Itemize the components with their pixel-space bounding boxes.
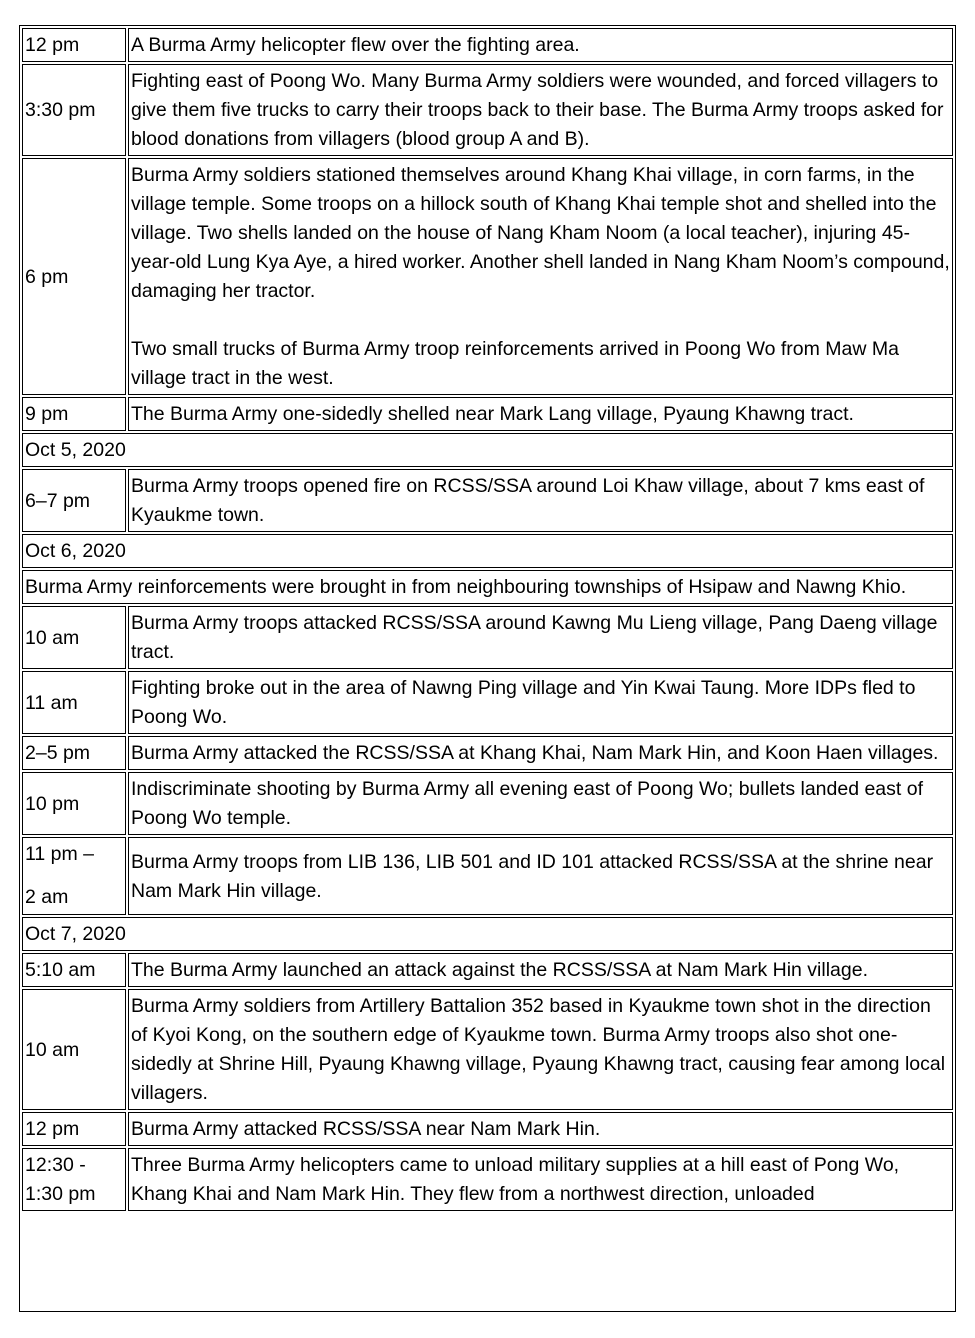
time-cell: 6–7 pm — [22, 469, 126, 532]
table-row — [22, 606, 953, 669]
table-row — [22, 953, 953, 987]
table-row — [22, 158, 953, 395]
event-paragraph: Burma Army attacked RCSS/SSA near Nam Mark Hin. — [131, 1118, 601, 1140]
timeline-body — [22, 28, 953, 1211]
event-description — [128, 736, 953, 770]
table-row — [22, 989, 953, 1110]
time-cell: 9 pm — [22, 397, 126, 431]
timeline-document — [19, 25, 956, 1312]
date-header: Oct 7, 2020 — [22, 917, 953, 951]
event-description — [128, 837, 953, 915]
date-header-row — [22, 534, 953, 568]
event-description — [128, 64, 953, 156]
time-cell: 2–5 pm — [22, 736, 126, 770]
time-cell: 10 am — [22, 606, 126, 669]
event-paragraph: Fighting broke out in the area of Nawng Ping village and Yin Kwai Taung. More IDPs fled to Poong Wo. — [131, 677, 916, 728]
event-paragraph: Burma Army troops opened fire on RCSS/SSA around Loi Khaw village, about 7 kms east of Kyaukme town. — [131, 475, 925, 526]
time-cell: 5:10 am — [22, 953, 126, 987]
time-cell: 10 pm — [22, 772, 126, 835]
time-cell: 12 pm — [22, 1112, 126, 1146]
event-description — [128, 397, 953, 431]
table-row — [22, 772, 953, 835]
event-description — [128, 953, 953, 987]
event-paragraph: Burma Army soldiers from Artillery Battalion 352 based in Kyaukme town shot in the direction of Kyoi Kong, on the southern edge of Kyaukme town. Burma Army troops also shot one-sidedly at Shrine Hill, Pyaung Khawng village, Pyaung Khawng tract, causing fear among local villagers. — [131, 995, 946, 1104]
event-paragraph: Indiscriminate shooting by Burma Army all evening east of Poong Wo; bullets landed east of Poong Wo temple. — [131, 778, 923, 829]
event-description — [128, 469, 953, 532]
event-paragraph: Fighting east of Poong Wo. Many Burma Army soldiers were wounded, and forced villagers to give them five trucks to carry their troops back to their base. The Burma Army troops asked for blood donations from villagers (blood group A and B). — [131, 70, 944, 150]
event-paragraph: The Burma Army one-sidedly shelled near Mark Lang village, Pyaung Khawng tract. — [131, 403, 854, 425]
event-description — [128, 606, 953, 669]
table-row — [22, 671, 953, 734]
table-row — [22, 64, 953, 156]
table-row — [22, 28, 953, 62]
time-start: 11 pm – — [25, 843, 95, 865]
table-row — [22, 397, 953, 431]
event-description — [128, 671, 953, 734]
event-paragraph: The Burma Army launched an attack against the RCSS/SSA at Nam Mark Hin village. — [131, 959, 869, 981]
event-description — [128, 989, 953, 1110]
event-description — [128, 158, 953, 395]
table-row — [22, 837, 953, 915]
time-cell: 3:30 pm — [22, 64, 126, 156]
event-paragraph: A Burma Army helicopter flew over the fighting area. — [131, 34, 580, 56]
date-header: Oct 6, 2020 — [22, 534, 953, 568]
date-header-row — [22, 433, 953, 467]
time-cell: 12 pm — [22, 28, 126, 62]
time-cell: 12:30 - 1:30 pm — [22, 1148, 126, 1211]
event-description — [128, 1112, 953, 1146]
event-paragraph: Three Burma Army helicopters came to unload military supplies at a hill east of Pong Wo, Khang Khai and Nam Mark Hin. They flew from a northwest direction, unloaded — [131, 1154, 900, 1205]
event-description — [128, 772, 953, 835]
note-row — [22, 570, 953, 604]
note-text: Burma Army reinforcements were brought in from neighbouring townships of Hsipaw and Nawng Khio. — [22, 570, 953, 604]
time-cell: 10 am — [22, 989, 126, 1110]
event-paragraph: Burma Army attacked the RCSS/SSA at Khang Khai, Nam Mark Hin, and Koon Haen villages. — [131, 742, 939, 764]
table-row — [22, 1148, 953, 1211]
time-cell — [22, 837, 126, 915]
timeline-table — [20, 26, 955, 1213]
date-header: Oct 5, 2020 — [22, 433, 953, 467]
event-description — [128, 28, 953, 62]
date-header-row — [22, 917, 953, 951]
table-row — [22, 469, 953, 532]
event-paragraph: Burma Army troops from LIB 136, LIB 501 and ID 101 attacked RCSS/SSA at the shrine near Nam Mark Hin village. — [131, 850, 934, 902]
event-paragraph: Burma Army soldiers stationed themselves around Khang Khai village, in corn farms, in the village temple. Some troops on a hillock south of Khang Khai temple shot and shelled into the village. Two shells landed on the house of Nang Kham Noom (a local teacher), injuring 45-year-old Lung Kya Aye, a hired worker. Another shell landed in Nang Kham Noom’s compound, damaging her tractor. — [131, 164, 950, 302]
time-end: 2 am — [25, 886, 69, 908]
time-cell: 6 pm — [22, 158, 126, 395]
time-cell: 11 am — [22, 671, 126, 734]
table-row — [22, 736, 953, 770]
table-row — [22, 1112, 953, 1146]
event-paragraph: Burma Army troops attacked RCSS/SSA around Kawng Mu Lieng village, Pang Daeng village tract. — [131, 612, 938, 663]
event-paragraph: Two small trucks of Burma Army troop reinforcements arrived in Poong Wo from Maw Ma village tract in the west. — [131, 338, 899, 389]
event-description — [128, 1148, 953, 1211]
